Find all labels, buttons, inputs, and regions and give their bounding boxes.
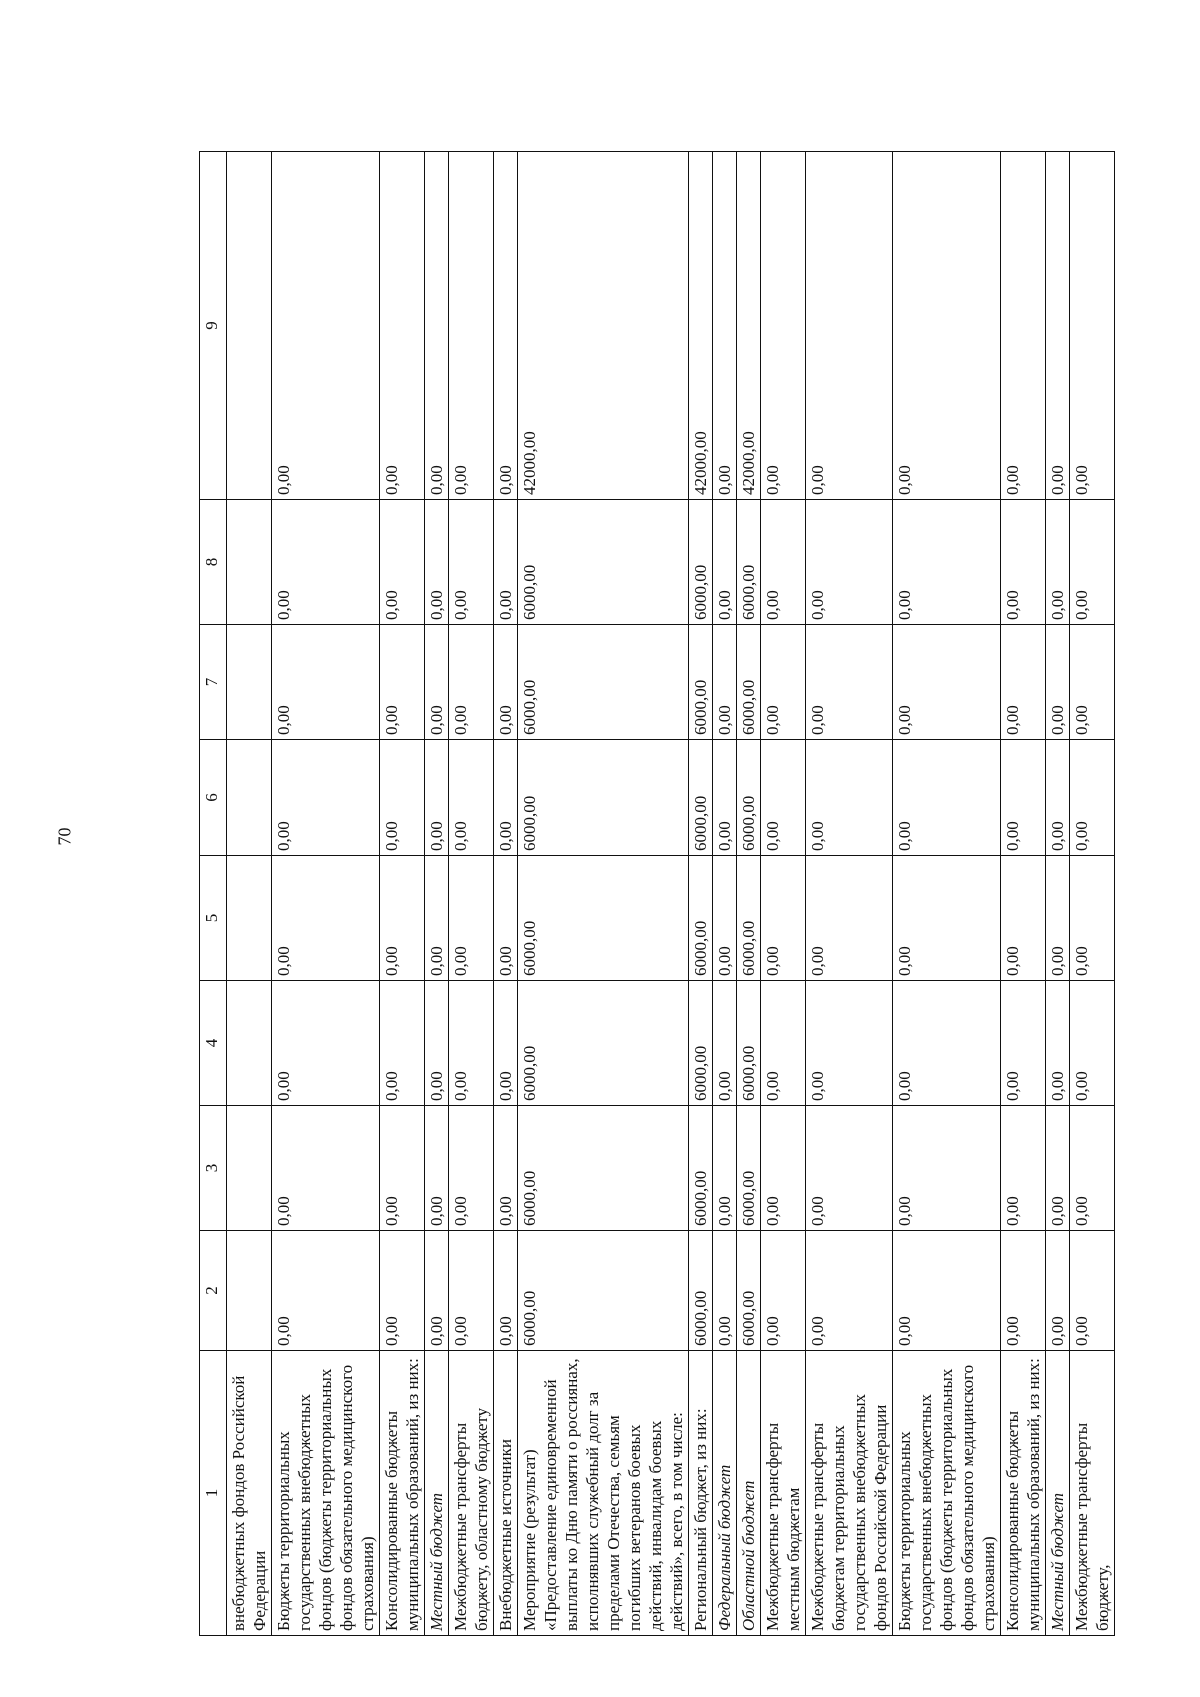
- value-cell: 6000,00: [737, 856, 761, 981]
- value-cell: 42000,00: [518, 152, 689, 500]
- table-row: [761, 152, 806, 1636]
- value-cell: 0,00: [272, 856, 380, 981]
- value-cell: 0,00: [1046, 856, 1070, 981]
- value-cell: 6000,00: [689, 625, 713, 740]
- column-header: 7: [200, 625, 227, 740]
- value-cell: 0,00: [449, 152, 494, 500]
- value-cell: 0,00: [425, 1231, 449, 1351]
- value-cell: 0,00: [425, 856, 449, 981]
- rotated-table-container: [199, 152, 1112, 1636]
- value-cell: [227, 740, 272, 856]
- column-header: 9: [200, 152, 227, 500]
- value-cell: 6000,00: [689, 1106, 713, 1231]
- table-row: [518, 152, 689, 1636]
- value-cell: 0,00: [1001, 740, 1046, 856]
- value-cell: 6000,00: [737, 500, 761, 625]
- table-row: [1046, 152, 1070, 1636]
- table-row: [227, 152, 272, 1636]
- value-cell: 0,00: [494, 1106, 518, 1231]
- value-cell: 0,00: [713, 500, 737, 625]
- value-cell: 0,00: [761, 1231, 806, 1351]
- value-cell: 6000,00: [518, 1231, 689, 1351]
- value-cell: 0,00: [1070, 740, 1115, 856]
- value-cell: 0,00: [713, 1106, 737, 1231]
- value-cell: 0,00: [1070, 500, 1115, 625]
- table-row: [893, 152, 1001, 1636]
- value-cell: 0,00: [425, 740, 449, 856]
- table-row: [1070, 152, 1115, 1636]
- value-cell: 0,00: [449, 856, 494, 981]
- table-row: [380, 152, 425, 1636]
- row-label: Бюджеты территориальных государственных внебюджетных фондов (бюджеты территориальных фондов обязательного медицинского страхования): [893, 1351, 1001, 1636]
- table-row: [806, 152, 893, 1636]
- value-cell: 0,00: [1001, 1106, 1046, 1231]
- value-cell: [227, 500, 272, 625]
- value-cell: 0,00: [761, 500, 806, 625]
- value-cell: 0,00: [1070, 1231, 1115, 1351]
- value-cell: 6000,00: [518, 625, 689, 740]
- value-cell: 0,00: [761, 625, 806, 740]
- value-cell: 0,00: [272, 740, 380, 856]
- table-row: [494, 152, 518, 1636]
- value-cell: 6000,00: [689, 740, 713, 856]
- value-cell: 0,00: [380, 1106, 425, 1231]
- value-cell: 0,00: [272, 981, 380, 1106]
- value-cell: 0,00: [380, 625, 425, 740]
- value-cell: 0,00: [380, 981, 425, 1106]
- value-cell: 0,00: [1046, 740, 1070, 856]
- value-cell: 0,00: [1070, 856, 1115, 981]
- value-cell: [227, 856, 272, 981]
- value-cell: [227, 152, 272, 500]
- column-header: 8: [200, 500, 227, 625]
- value-cell: 0,00: [449, 1106, 494, 1231]
- value-cell: 0,00: [1001, 152, 1046, 500]
- value-cell: [227, 1231, 272, 1351]
- value-cell: 42000,00: [737, 152, 761, 500]
- value-cell: 0,00: [713, 981, 737, 1106]
- value-cell: 0,00: [893, 500, 1001, 625]
- column-header: 2: [200, 1231, 227, 1351]
- value-cell: 0,00: [893, 1106, 1001, 1231]
- value-cell: 0,00: [494, 625, 518, 740]
- value-cell: 0,00: [272, 625, 380, 740]
- value-cell: 0,00: [761, 152, 806, 500]
- value-cell: 0,00: [272, 1106, 380, 1231]
- value-cell: 0,00: [425, 152, 449, 500]
- value-cell: 6000,00: [518, 981, 689, 1106]
- row-label: Мероприятие (результат) «Предоставление единовременной выплаты ко Дню памяти о россиянах, исполнявших служебный долг за пределами Отечества, семьям погибших ветеранов боевых действий, инвалидам боевых действий», всего, в том числе:: [518, 1351, 689, 1636]
- page-number: 70: [54, 827, 75, 846]
- row-label: Бюджеты территориальных государственных внебюджетных фондов (бюджеты территориальных фондов обязательного медицинского страхования): [272, 1351, 380, 1636]
- value-cell: 0,00: [425, 981, 449, 1106]
- row-label: Межбюджетные трансферты бюджету,: [1070, 1351, 1115, 1636]
- value-cell: 0,00: [806, 1231, 893, 1351]
- row-label: Региональный бюджет, из них:: [689, 1351, 713, 1636]
- value-cell: 0,00: [425, 1106, 449, 1231]
- value-cell: 6000,00: [518, 856, 689, 981]
- value-cell: [227, 1106, 272, 1231]
- value-cell: 0,00: [1046, 500, 1070, 625]
- row-label: Консолидированные бюджеты муниципальных образований, из них:: [380, 1351, 425, 1636]
- column-header: 3: [200, 1106, 227, 1231]
- value-cell: 0,00: [1001, 981, 1046, 1106]
- value-cell: 0,00: [1046, 1106, 1070, 1231]
- value-cell: 6000,00: [737, 740, 761, 856]
- value-cell: 0,00: [1046, 625, 1070, 740]
- value-cell: 6000,00: [689, 981, 713, 1106]
- value-cell: 0,00: [494, 152, 518, 500]
- value-cell: 6000,00: [689, 856, 713, 981]
- value-cell: 0,00: [761, 856, 806, 981]
- value-cell: 0,00: [494, 856, 518, 981]
- row-label: Внебюджетные источники: [494, 1351, 518, 1636]
- row-label: Консолидированные бюджеты муниципальных образований, из них:: [1001, 1351, 1046, 1636]
- value-cell: 0,00: [494, 1231, 518, 1351]
- value-cell: 0,00: [380, 152, 425, 500]
- value-cell: 0,00: [449, 740, 494, 856]
- value-cell: 6000,00: [518, 740, 689, 856]
- table-row: [713, 152, 737, 1636]
- value-cell: 0,00: [272, 152, 380, 500]
- value-cell: 0,00: [713, 152, 737, 500]
- table-body: [227, 152, 1115, 1636]
- value-cell: 0,00: [449, 625, 494, 740]
- value-cell: 0,00: [1001, 856, 1046, 981]
- value-cell: 0,00: [1046, 152, 1070, 500]
- table-row: [689, 152, 713, 1636]
- value-cell: 0,00: [1001, 500, 1046, 625]
- value-cell: 0,00: [713, 856, 737, 981]
- value-cell: 0,00: [1070, 1106, 1115, 1231]
- value-cell: 0,00: [494, 500, 518, 625]
- value-cell: 0,00: [1070, 625, 1115, 740]
- value-cell: 0,00: [272, 1231, 380, 1351]
- value-cell: 0,00: [761, 740, 806, 856]
- row-label: Межбюджетные трансферты бюджету, областному бюджету: [449, 1351, 494, 1636]
- value-cell: [227, 625, 272, 740]
- table-row: [737, 152, 761, 1636]
- value-cell: 6000,00: [737, 1106, 761, 1231]
- value-cell: [227, 981, 272, 1106]
- row-label: Межбюджетные трансферты бюджетам территориальных государственных внебюджетных фондов Российской Федерации: [806, 1351, 893, 1636]
- value-cell: 0,00: [806, 152, 893, 500]
- value-cell: 0,00: [806, 500, 893, 625]
- value-cell: 0,00: [380, 500, 425, 625]
- value-cell: 0,00: [893, 1231, 1001, 1351]
- value-cell: 0,00: [761, 981, 806, 1106]
- value-cell: 0,00: [380, 1231, 425, 1351]
- row-label: внебюджетных фондов Российской Федерации: [227, 1351, 272, 1636]
- value-cell: 6000,00: [518, 500, 689, 625]
- column-header: 1: [200, 1351, 227, 1636]
- value-cell: 0,00: [713, 1231, 737, 1351]
- value-cell: 0,00: [449, 1231, 494, 1351]
- value-cell: 6000,00: [518, 1106, 689, 1231]
- value-cell: 0,00: [893, 740, 1001, 856]
- value-cell: 6000,00: [689, 1231, 713, 1351]
- value-cell: 0,00: [893, 625, 1001, 740]
- header-row: [200, 152, 227, 1636]
- value-cell: 0,00: [1070, 152, 1115, 500]
- table-row: [1001, 152, 1046, 1636]
- value-cell: 0,00: [806, 625, 893, 740]
- value-cell: 0,00: [893, 152, 1001, 500]
- value-cell: 0,00: [380, 740, 425, 856]
- value-cell: 0,00: [449, 981, 494, 1106]
- table-row: [272, 152, 380, 1636]
- value-cell: 0,00: [272, 500, 380, 625]
- value-cell: 0,00: [713, 740, 737, 856]
- value-cell: 0,00: [380, 856, 425, 981]
- budget-table: [199, 151, 1115, 1636]
- value-cell: 0,00: [425, 625, 449, 740]
- value-cell: 0,00: [1046, 981, 1070, 1106]
- row-label: Местный бюджет: [425, 1351, 449, 1636]
- row-label: Межбюджетные трансферты местным бюджетам: [761, 1351, 806, 1636]
- value-cell: 0,00: [806, 856, 893, 981]
- value-cell: 0,00: [449, 500, 494, 625]
- column-header: 6: [200, 740, 227, 856]
- value-cell: 6000,00: [689, 500, 713, 625]
- row-label: Местный бюджет: [1046, 1351, 1070, 1636]
- value-cell: 0,00: [425, 500, 449, 625]
- value-cell: 0,00: [1001, 625, 1046, 740]
- table-row: [425, 152, 449, 1636]
- value-cell: 0,00: [1070, 981, 1115, 1106]
- value-cell: 6000,00: [737, 981, 761, 1106]
- value-cell: 0,00: [806, 1106, 893, 1231]
- value-cell: 6000,00: [737, 1231, 761, 1351]
- value-cell: 0,00: [806, 981, 893, 1106]
- value-cell: 42000,00: [689, 152, 713, 500]
- table-row: [449, 152, 494, 1636]
- value-cell: 0,00: [1001, 1231, 1046, 1351]
- value-cell: 0,00: [494, 981, 518, 1106]
- value-cell: 0,00: [1046, 1231, 1070, 1351]
- row-label: Областной бюджет: [737, 1351, 761, 1636]
- value-cell: 0,00: [893, 856, 1001, 981]
- column-header: 5: [200, 856, 227, 981]
- value-cell: 0,00: [713, 625, 737, 740]
- value-cell: 0,00: [761, 1106, 806, 1231]
- value-cell: 0,00: [494, 740, 518, 856]
- row-label: Федеральный бюджет: [713, 1351, 737, 1636]
- column-header: 4: [200, 981, 227, 1106]
- value-cell: 6000,00: [737, 625, 761, 740]
- value-cell: 0,00: [806, 740, 893, 856]
- value-cell: 0,00: [893, 981, 1001, 1106]
